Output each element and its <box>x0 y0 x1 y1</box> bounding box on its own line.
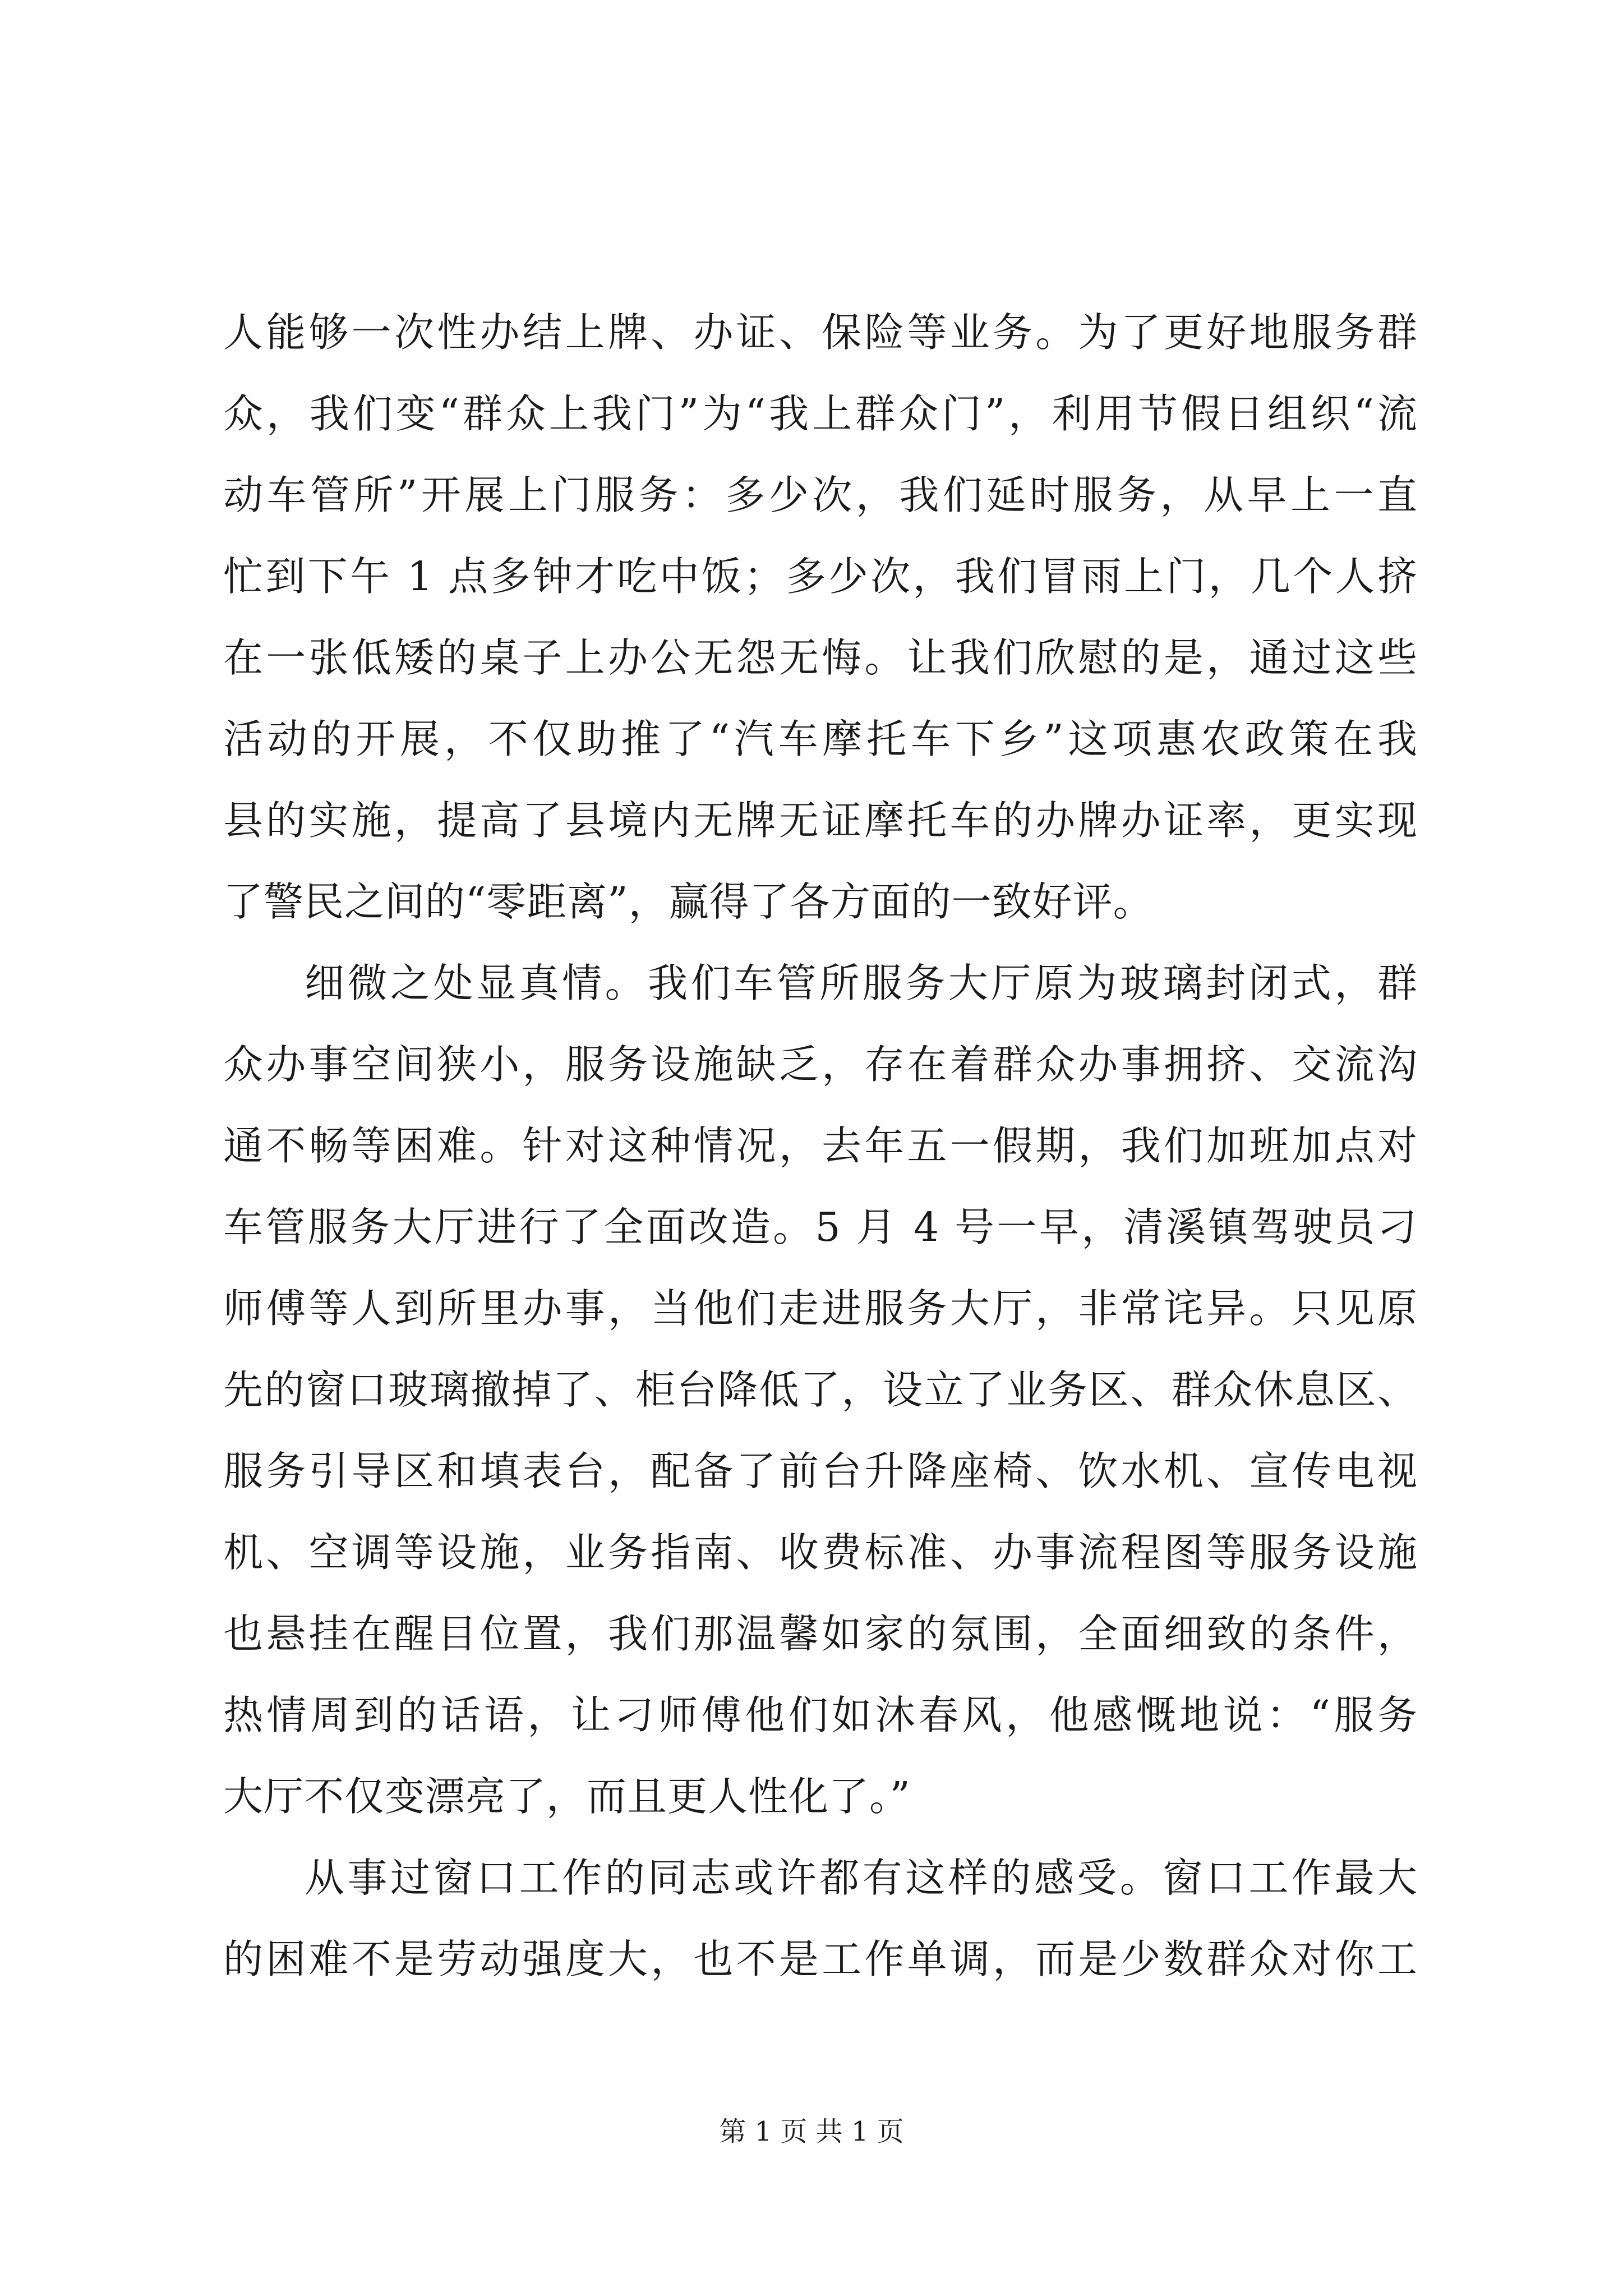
paragraph-first-line: 细微之处显真情。我们车管所服务大厅原为玻璃封闭式，群 <box>305 960 1418 1006</box>
text-line: 在一张低矮的桌子上办公无怨无悔。让我们欣慰的是，通过这些 <box>223 634 1418 681</box>
text-line: 服务引导区和填表台，配备了前台升降座椅、饮水机、宣传电视 <box>223 1448 1418 1494</box>
text-line: 机、空调等设施，业务指南、收费标准、办事流程图等服务设施 <box>223 1529 1418 1576</box>
page-number-footer: 第 1 页 共 1 页 <box>719 2116 904 2147</box>
text-line: 师傅等人到所里办事，当他们走进服务大厅，非常诧异。只见原 <box>223 1285 1418 1332</box>
text-line: 动车管所”开展上门服务：多少次，我们延时服务，从早上一直 <box>223 472 1418 518</box>
text-line: 了警民之间的“零距离”，赢得了各方面的一致好评。 <box>223 878 1154 925</box>
text-line: 忙到下午 1 点多钟才吃中饭；多少次，我们冒雨上门，几个人挤 <box>223 553 1418 600</box>
text-line: 大厅不仅变漂亮了，而且更人性化了。” <box>223 1773 911 1820</box>
text-line: 先的窗口玻璃撤掉了、柜台降低了，设立了业务区、群众休息区、 <box>223 1366 1418 1413</box>
text-line: 通不畅等困难。针对这种情况，去年五一假期，我们加班加点对 <box>223 1122 1418 1169</box>
text-line: 的困难不是劳动强度大，也不是工作单调，而是少数群众对你工 <box>223 1936 1418 1982</box>
text-line: 众办事空间狭小，服务设施缺乏，存在着群众办事拥挤、交流沟 <box>223 1041 1418 1088</box>
text-line: 活动的开展，不仅助推了“汽车摩托车下乡”这项惠农政策在我 <box>223 716 1418 762</box>
text-line: 县的实施，提高了县境内无牌无证摩托车的办牌办证率，更实现 <box>223 797 1418 844</box>
text-line: 车管服务大厅进行了全面改造。5 月 4 号一早，清溪镇驾驶员刁 <box>223 1204 1418 1250</box>
document-body <box>223 292 1418 2000</box>
text-line: 热情周到的话语，让刁师傅他们如沐春风，他感慨地说：“服务 <box>223 1692 1418 1738</box>
text-line: 也悬挂在醒目位置，我们那温馨如家的氛围，全面细致的条件， <box>223 1611 1418 1657</box>
text-line: 人能够一次性办结上牌、办证、保险等业务。为了更好地服务群 <box>223 309 1418 356</box>
paragraph-first-line: 从事过窗口工作的同志或许都有这样的感受。窗口工作最大 <box>305 1855 1418 1901</box>
text-line: 众，我们变“群众上我门”为“我上群众门”，利用节假日组织“流 <box>223 390 1418 437</box>
